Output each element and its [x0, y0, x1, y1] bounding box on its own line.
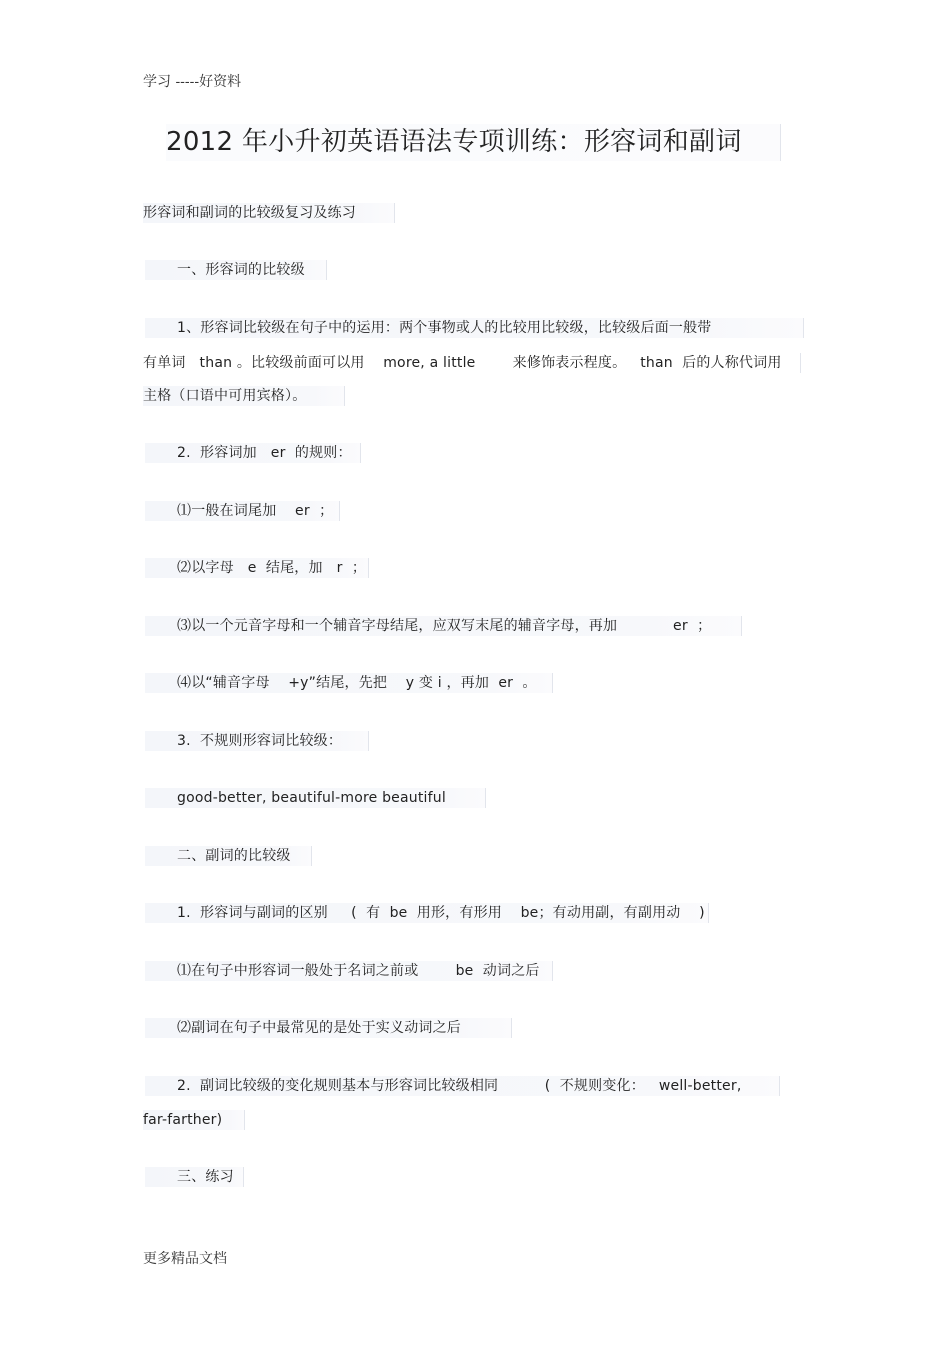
page-footer: 更多精品文档 [143, 1251, 227, 1267]
document-title: 2012 年小升初英语语法专项训练：形容词和副词 [166, 124, 781, 161]
section-2-rule-1: ⑴在句子中形容词一般处于名词之前或 be 动词之后 [145, 961, 553, 981]
rule-item-4: ⑷以“辅音字母 +y”结尾，先把 y 变 i ，再加 er 。 [145, 673, 553, 693]
section-1-paragraph-1-line-2: 有单词 than 。比较级前面可以用 more, a little 来修饰表示程度。 than 后的人称代词用 [143, 353, 801, 373]
section-2-heading: 二、副词的比较级 [145, 846, 312, 866]
section-1-paragraph-1-line-3: 主格（口语中可用宾格）。 [143, 386, 345, 406]
section-1-paragraph-2-heading: 2. 形容词加 er 的规则： [145, 443, 361, 463]
rule-item-3: ⑶以一个元音字母和一个辅音字母结尾，应双写末尾的辅音字母，再加 er ； [145, 616, 742, 636]
section-1-paragraph-3-heading: 3. 不规则形容词比较级： [145, 731, 369, 751]
page-header: 学习 -----好资料 [143, 74, 242, 90]
document-subtitle: 形容词和副词的比较级复习及练习 [143, 203, 395, 223]
irregular-examples: good-better, beautiful-more beautiful [145, 788, 486, 808]
section-2-paragraph-2-line-1: 2. 副词比较级的变化规则基本与形容词比较级相同 ( 不规则变化： well-better, [145, 1076, 780, 1096]
section-2-rule-2: ⑵副词在句子中最常见的是处于实义动词之后 [145, 1018, 512, 1038]
rule-item-2: ⑵以字母 e 结尾，加 r ； [145, 558, 369, 578]
section-1-paragraph-1-line-1: 1、形容词比较级在句子中的运用：两个事物或人的比较用比较级，比较级后面一般带 [145, 318, 804, 338]
section-3-heading: 三、练习 [145, 1167, 244, 1187]
section-1-heading: 一、形容词的比较级 [145, 260, 327, 280]
rule-item-1: ⑴一般在词尾加 er ； [145, 501, 340, 521]
section-2-paragraph-1-heading: 1. 形容词与副词的区别 ( 有 be 用形，有形用 be；有动用副，有副用动 ) [145, 903, 709, 923]
section-2-paragraph-2-line-2: far-farther) [143, 1110, 245, 1130]
